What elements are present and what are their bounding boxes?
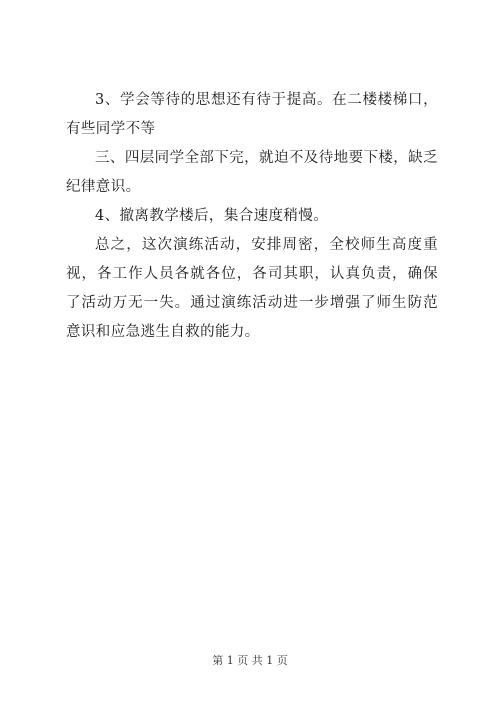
- paragraph-item-3: 3、学会等待的思想还有待于提高。在二楼楼梯口，有些同学不等: [66, 92, 438, 137]
- paragraph-item-4: 4、撤离教学楼后，集合速度稍慢。: [95, 208, 329, 224]
- paragraph-summary: 总之，这次演练活动，安排周密，全校师生高度重视，各工作人员各就各位，各司其职，认真负责，确保了活动万无一失。通过演练活动进一步增强了师生防范意识和应急逃生自救的能力。: [66, 237, 438, 340]
- page-number-footer: 第 1 页 共 1 页: [212, 654, 288, 667]
- document-body: [66, 86, 438, 347]
- paragraph-continuation: 三、四层同学全部下完，就迫不及待地要下楼，缺乏纪律意识。: [66, 150, 438, 195]
